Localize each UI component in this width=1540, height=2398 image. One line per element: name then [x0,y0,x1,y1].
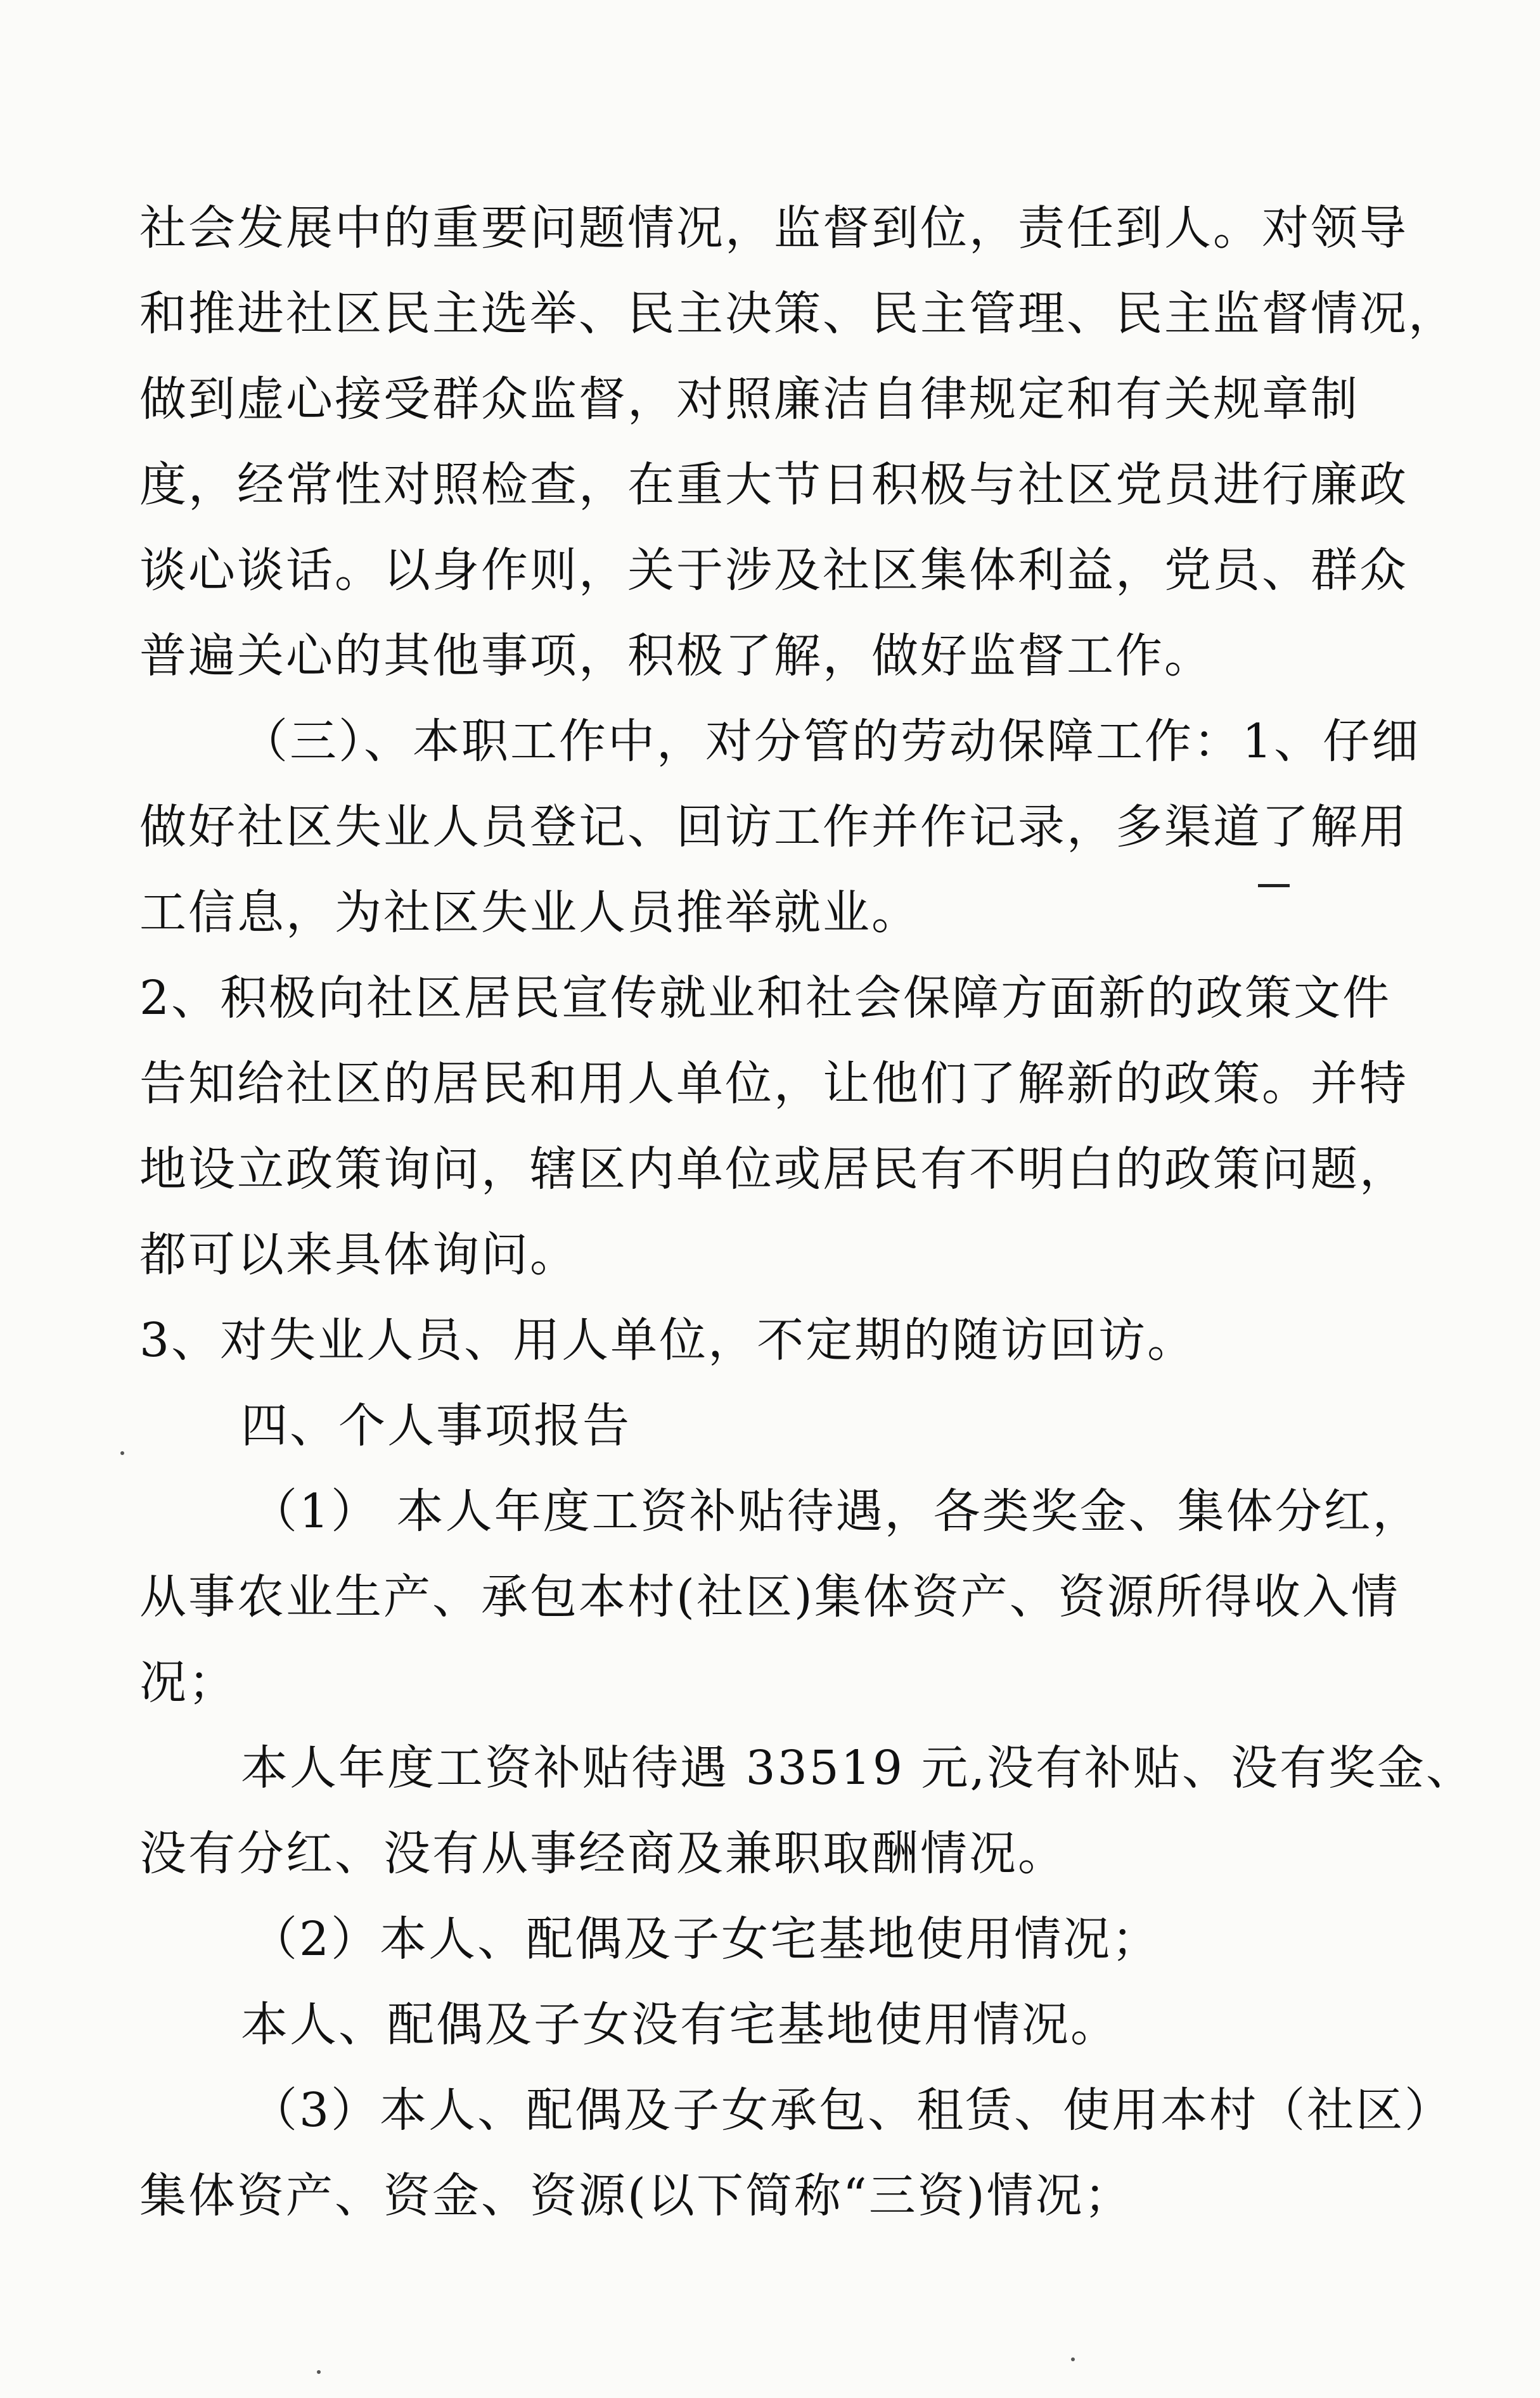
paragraph-line: 从事农业生产、承包本村(社区)集体资产、资源所得收入情 [139,1570,1400,1624]
paragraph-line: 告知给社区的居民和用人单位，让他们了解新的政策。并特 [139,1056,1408,1111]
paragraph-line: 做到虚心接受群众监督，对照廉洁自律规定和有关规章制 [139,372,1359,426]
paragraph-line: 工信息，为社区失业人员推举就业。 [139,885,920,940]
item-heading-1: （1） 本人年度工资补贴待遇，各类奖金、集体分红， [250,1484,1421,1539]
paragraph-line: 都可以来具体询问。 [139,1228,579,1282]
paragraph-line: 社会发展中的重要问题情况，监督到位，责任到人。对领导 [139,201,1408,255]
paragraph-line: 谈心谈话。以身作则，关于涉及社区集体利益，党员、群众 [139,543,1408,598]
margin-dash-mark [1258,884,1290,887]
section-heading-3: （三）、本职工作中，对分管的劳动保障工作：1、仔细 [241,714,1421,769]
scan-speck [120,1451,124,1455]
paragraph-line: 做好社区失业人员登记、回访工作并作记录，多渠道了解用 [139,800,1408,854]
scan-speck [317,2370,321,2374]
paragraph-line: 地设立政策询问，辖区内单位或居民有不明白的政策问题， [139,1142,1408,1196]
item-heading-3: （3）本人、配偶及子女承包、租赁、使用本村（社区） [250,2083,1454,2138]
paragraph-line: 况； [139,1655,237,1710]
section-heading-4: 四、个人事项报告 [241,1399,631,1453]
scan-speck [1071,2357,1075,2361]
item-heading-2: （2）本人、配偶及子女宅基地使用情况； [250,1912,1161,1966]
paragraph-line: 没有分红、没有从事经商及兼职取酬情况。 [139,1826,1067,1881]
paragraph-line: 普遍关心的其他事项，积极了解，做好监督工作。 [139,629,1213,683]
list-item-2: 2、积极向社区居民宣传就业和社会保障方面新的政策文件 [139,971,1392,1025]
paragraph-line: 本人、配偶及子女没有宅基地使用情况。 [241,1997,1119,2052]
paragraph-line: 集体资产、资金、资源(以下简称“三资)情况； [139,2169,1133,2223]
list-item-3: 3、对失业人员、用人单位，不定期的随访回访。 [139,1313,1197,1368]
paragraph-line: 和推进社区民主选举、民主决策、民主管理、民主监督情况， [139,286,1457,341]
paragraph-line: 本人年度工资补贴待遇 33519 元,没有补贴、没有奖金、 [241,1741,1475,1795]
paragraph-line: 度，经常性对照检查，在重大节日积极与社区党员进行廉政 [139,458,1408,512]
